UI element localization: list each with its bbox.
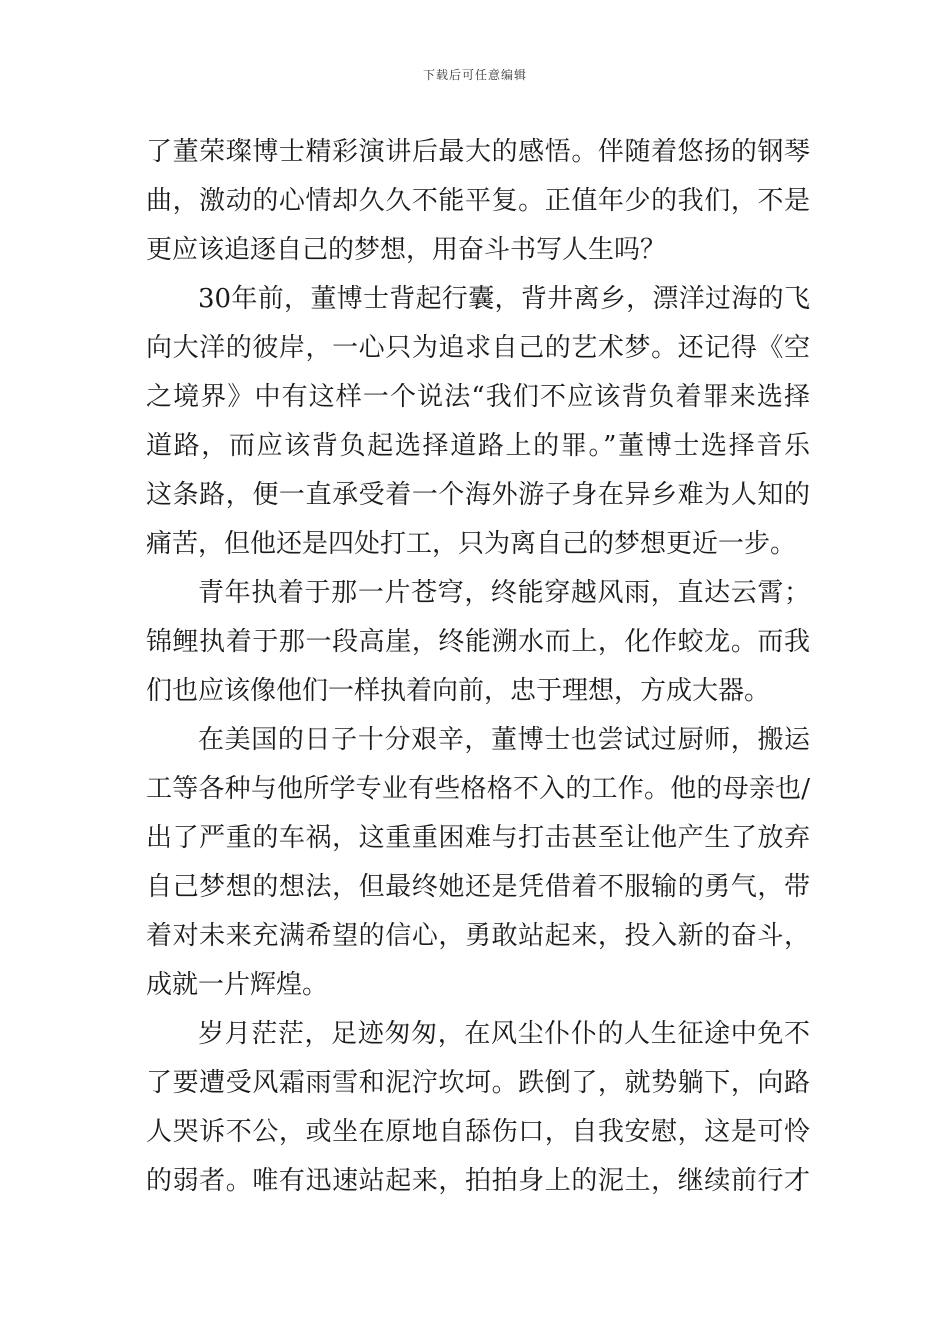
text-line: 之境界》中有这样一个说法“我们不应该背负着罪来选择 — [146, 382, 810, 412]
header-note: 下载后可任意编辑 — [422, 68, 527, 82]
text-line: 了董荣璨博士精彩演讲后最大的感悟。伴随着悠扬的钢琴 — [146, 137, 810, 167]
text-line: 着对未来充满希望的信心，勇敢站起来，投入新的奋斗， — [146, 921, 810, 951]
text-line: 30年前，董博士背起行囊，背井离乡，漂洋过海的飞 — [198, 284, 810, 314]
text-line: 在美国的日子十分艰辛，董博士也尝试过厨师，搬运 — [198, 725, 810, 755]
text-line: 向大洋的彼岸，一心只为追求自己的艺术梦。还记得《空 — [146, 333, 810, 363]
text-line: 人哭诉不公，或坐在原地自舔伤口，自我安慰，这是可怜 — [146, 1117, 810, 1147]
text-line: 成就一片辉煌。 — [146, 970, 329, 1000]
text-line: 更应该追逐自己的梦想，用奋斗书写人生吗？ — [146, 235, 667, 265]
text-line: 工等各种与他所学专业有些格格不入的工作。他的母亲也/ — [146, 774, 810, 804]
text-line: 曲，激动的心情却久久不能平复。正值年少的我们，不是 — [146, 186, 810, 216]
text-line: 的弱者。唯有迅速站起来，拍拍身上的泥土，继续前行才 — [146, 1166, 810, 1196]
text-line: 了要遭受风霜雨雪和泥泞坎坷。跌倒了，就势躺下，向路 — [146, 1068, 810, 1098]
text-line: 自己梦想的想法，但最终她还是凭借着不服输的勇气，带 — [146, 872, 810, 902]
body-text — [146, 128, 810, 1206]
text-line: 道路，而应该背负起选择道路上的罪。”董博士选择音乐 — [146, 431, 810, 461]
text-line: 出了严重的车祸，这重重困难与打击甚至让他产生了放弃 — [146, 823, 810, 853]
text-line: 岁月茫茫，足迹匆匆，在风尘仆仆的人生征途中免不 — [198, 1019, 810, 1049]
text-line: 青年执着于那一片苍穹，终能穿越风雨，直达云霄； — [198, 578, 810, 608]
text-line: 这条路，便一直承受着一个海外游子身在异乡难为人知的 — [146, 480, 810, 510]
text-line: 们也应该像他们一样执着向前，忠于理想，方成大器。 — [146, 676, 771, 706]
text-line: 锦鲤执着于那一段高崖，终能溯水而上，化作蛟龙。而我 — [146, 627, 810, 657]
text-line: 痛苦，但他还是四处打工，只为离自己的梦想更近一步。 — [146, 529, 797, 559]
